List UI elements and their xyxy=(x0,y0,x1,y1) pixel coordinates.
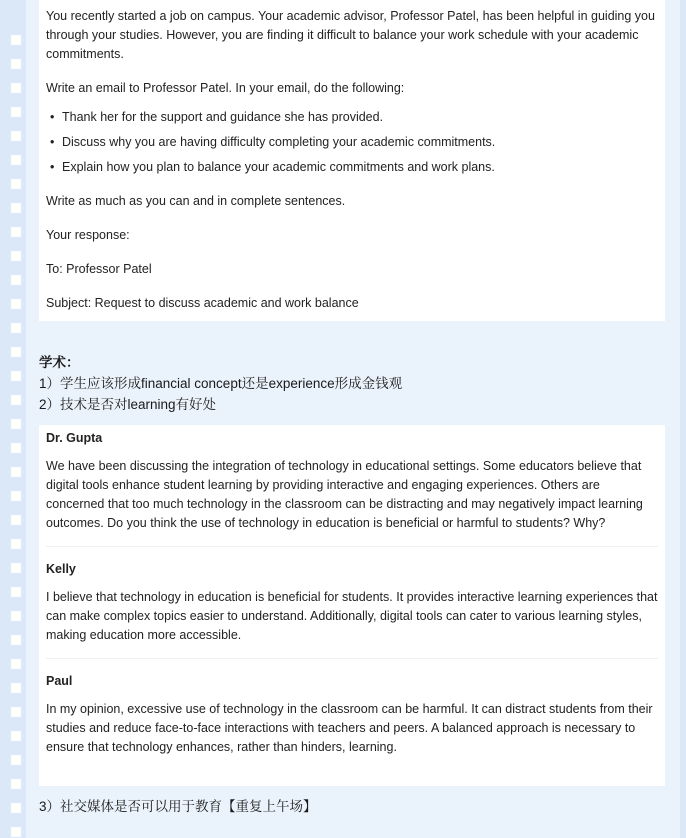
margin-notch xyxy=(11,635,21,645)
notes-item: 2）技术是否对learning有好处 xyxy=(39,397,217,412)
task-bullet: • Thank her for the support and guidance she has provided. xyxy=(46,108,658,127)
margin-notch xyxy=(11,515,21,525)
margin-notch xyxy=(11,131,21,141)
prompt-intro: You recently started a job on campus. Your academic advisor, Professor Patel, has been helpful in guiding you through your studies. However, you are finding it difficult to balance your work schedule with your academic commitments. xyxy=(46,9,655,61)
bullet-dot-icon: • xyxy=(50,160,55,174)
margin-notch xyxy=(11,371,21,381)
margin-notch xyxy=(11,83,21,93)
margin-notch xyxy=(11,419,21,429)
margin-notch xyxy=(11,467,21,477)
bullet-dot-icon: • xyxy=(50,135,55,149)
left-margin-strip xyxy=(0,0,26,838)
margin-notch xyxy=(11,683,21,693)
task-bullet: • Discuss why you are having difficulty completing your academic commitments. xyxy=(46,133,658,152)
prompt-instruction: Write an email to Professor Patel. In your email, do the following: xyxy=(46,81,405,95)
margin-notch xyxy=(11,659,21,669)
margin-notch xyxy=(11,347,21,357)
margin-notch xyxy=(11,227,21,237)
margin-notch xyxy=(11,107,21,117)
margin-notch xyxy=(11,443,21,453)
margin-notch xyxy=(11,755,21,765)
student-name: Kelly xyxy=(46,562,76,576)
margin-notch xyxy=(11,539,21,549)
notes-item: 1）学生应该形成financial concept还是experience形成金钱观 xyxy=(39,376,403,391)
margin-notch xyxy=(11,803,21,813)
notes-item: 3）社交媒体是否可以用于教育【重复上午场】 xyxy=(39,799,317,814)
write-note: Write as much as you can and in complete sentences. xyxy=(46,194,346,208)
student-post: I believe that technology in education is beneficial for students. It provides interactive learning experiences that can make complex topics easier to understand. Additionally, digital tools can cater to various learning styles, making education more accessible. xyxy=(46,590,658,642)
student-post: In my opinion, excessive use of technology in the classroom can be harmful. It can distract students from their studies and reduce face-to-face interactions with teachers and peers. A balanced approach is necessary to ensure that technology enhances, rather than hinders, learning. xyxy=(46,702,653,754)
email-prompt-card xyxy=(39,0,665,321)
margin-notch xyxy=(11,563,21,573)
discussion-card xyxy=(39,425,665,786)
margin-notch xyxy=(11,587,21,597)
to-line: To: Professor Patel xyxy=(46,262,152,276)
margin-notch xyxy=(11,299,21,309)
task-bullet-list xyxy=(46,108,658,177)
margin-notch xyxy=(11,179,21,189)
margin-notch xyxy=(11,203,21,213)
margin-notch xyxy=(11,707,21,717)
student-name: Paul xyxy=(46,674,73,688)
margin-notch xyxy=(11,251,21,261)
margin-notch xyxy=(11,275,21,285)
bullet-dot-icon: • xyxy=(50,110,55,124)
task-bullet: • Explain how you plan to balance your academic commitments and work plans. xyxy=(46,158,658,177)
margin-notch xyxy=(11,731,21,741)
margin-notch xyxy=(11,611,21,621)
right-margin-strip xyxy=(680,0,686,838)
professor-name: Dr. Gupta xyxy=(46,431,103,445)
margin-notch xyxy=(11,395,21,405)
professor-post: We have been discussing the integration of technology in educational settings. Some educators believe that digital tools enhance student learning by providing interactive and engaging experiences. Others are concerned that too much technology in the classroom can be distracting and may negatively impact learning outcomes. Do you think the use of technology in education is beneficial or harmful to students? Why? xyxy=(46,459,643,530)
margin-notch xyxy=(11,155,21,165)
subject-line: Subject: Request to discuss academic and work balance xyxy=(46,296,359,310)
margin-notch xyxy=(11,35,21,45)
post-divider xyxy=(46,658,658,659)
margin-notch xyxy=(11,323,21,333)
post-divider xyxy=(46,546,658,547)
response-label: Your response: xyxy=(46,228,130,242)
margin-notch xyxy=(11,59,21,69)
margin-notch xyxy=(11,779,21,789)
margin-notch xyxy=(11,491,21,501)
notes-heading: 学术： xyxy=(39,355,80,370)
margin-notch xyxy=(11,827,21,837)
